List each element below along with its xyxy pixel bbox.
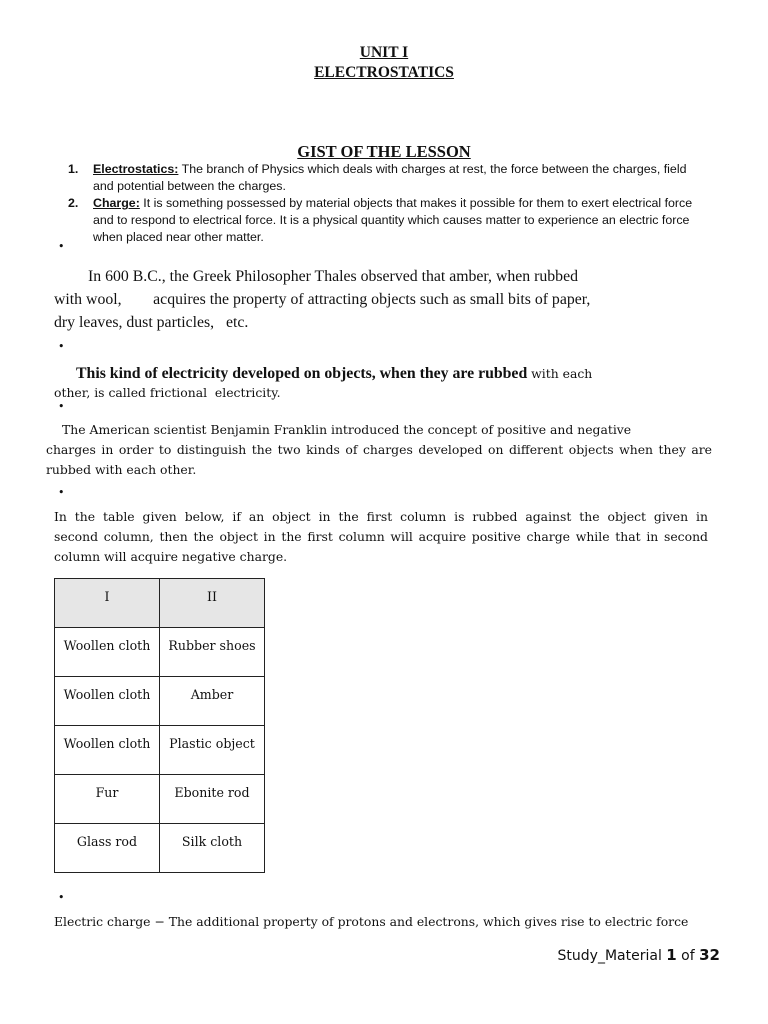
table-cell: Silk cloth xyxy=(160,824,265,873)
frictional-bold-text: This kind of electricity developed on objects, when they are rubbed xyxy=(76,365,528,382)
electric-charge-line: Electric charge − The additional property of protons and electrons, which gives rise to electric force xyxy=(54,914,689,929)
table-cell: Glass rod xyxy=(55,824,160,873)
thales-line-1: In 600 B.C., the Greek Philosopher Thales observed that amber, when rubbed xyxy=(88,268,578,285)
thales-line-2: with wool, acquires the property of attracting objects such as small bits of paper, xyxy=(54,291,591,308)
unit-title: UNIT I xyxy=(359,44,409,61)
table-row xyxy=(55,775,265,824)
franklin-line-2: charges in order to distinguish the two kinds of charges developed on different objects when they are xyxy=(46,442,712,457)
bullet-marker: • xyxy=(58,891,65,904)
table-cell: Woollen cloth xyxy=(55,726,160,775)
frictional-line-1 xyxy=(76,362,592,385)
footer-page-number: 1 xyxy=(666,946,677,964)
bullet-marker: • xyxy=(58,340,65,353)
frictional-line-2: other, is called frictional electricity. xyxy=(54,385,281,400)
franklin-line-1: The American scientist Benjamin Franklin introduced the concept of positive and negative xyxy=(62,422,632,437)
list-number: 2. xyxy=(68,196,79,210)
charge-table xyxy=(54,578,265,873)
table-row xyxy=(55,628,265,677)
footer-total-pages: 32 xyxy=(699,946,720,964)
table-row xyxy=(55,824,265,873)
table-header-row xyxy=(55,579,265,628)
gist-heading: GIST OF THE LESSON xyxy=(297,142,471,161)
frictional-rest-text: with each xyxy=(527,366,593,381)
page-footer xyxy=(558,946,720,964)
table-cell: Woollen cloth xyxy=(55,677,160,726)
table-cell: Fur xyxy=(55,775,160,824)
list-item-electrostatics xyxy=(68,161,708,195)
table-cell: Rubber shoes xyxy=(160,628,265,677)
definition-electrostatics: The branch of Physics which deals with charges at rest, the force between the charges, field and potential between the charges. xyxy=(93,162,687,193)
table-cell: Ebonite rod xyxy=(160,775,265,824)
definition-charge: It is something possessed by material objects that makes it possible for them to exert electrical force and to respond to electrical force. It is a physical quantity which causes matter to experience an electric force when placed near other matter. xyxy=(93,196,693,244)
table-cell: Amber xyxy=(160,677,265,726)
subject-title: ELECTROSTATICS xyxy=(314,64,454,81)
bullet-marker: • xyxy=(58,240,65,253)
table-cell: Plastic object xyxy=(160,726,265,775)
footer-label: Study_Material xyxy=(557,948,662,964)
list-number: 1. xyxy=(68,162,79,176)
thales-line-3: dry leaves, dust particles, etc. xyxy=(54,314,249,331)
term-electrostatics: Electrostatics: xyxy=(93,162,179,176)
table-row xyxy=(55,726,265,775)
bullet-marker: • xyxy=(58,486,65,499)
table-cell: Woollen cloth xyxy=(55,628,160,677)
table-row xyxy=(55,677,265,726)
table-intro-line-1: In the table given below, if an object in the first column is rubbed against the object given in xyxy=(54,509,708,524)
franklin-line-3: rubbed with each other. xyxy=(46,462,197,477)
table-intro-line-2: second column, then the object in the first column will acquire positive charge while that in second xyxy=(54,529,708,544)
term-charge: Charge: xyxy=(93,196,140,210)
list-item-charge xyxy=(68,195,708,246)
numbered-list xyxy=(68,161,708,246)
table-header-cell: I xyxy=(55,579,160,628)
bullet-marker: • xyxy=(58,400,65,413)
table-intro-line-3: column will acquire negative charge. xyxy=(54,549,288,564)
footer-of: of xyxy=(681,948,695,964)
table-header-cell: II xyxy=(160,579,265,628)
